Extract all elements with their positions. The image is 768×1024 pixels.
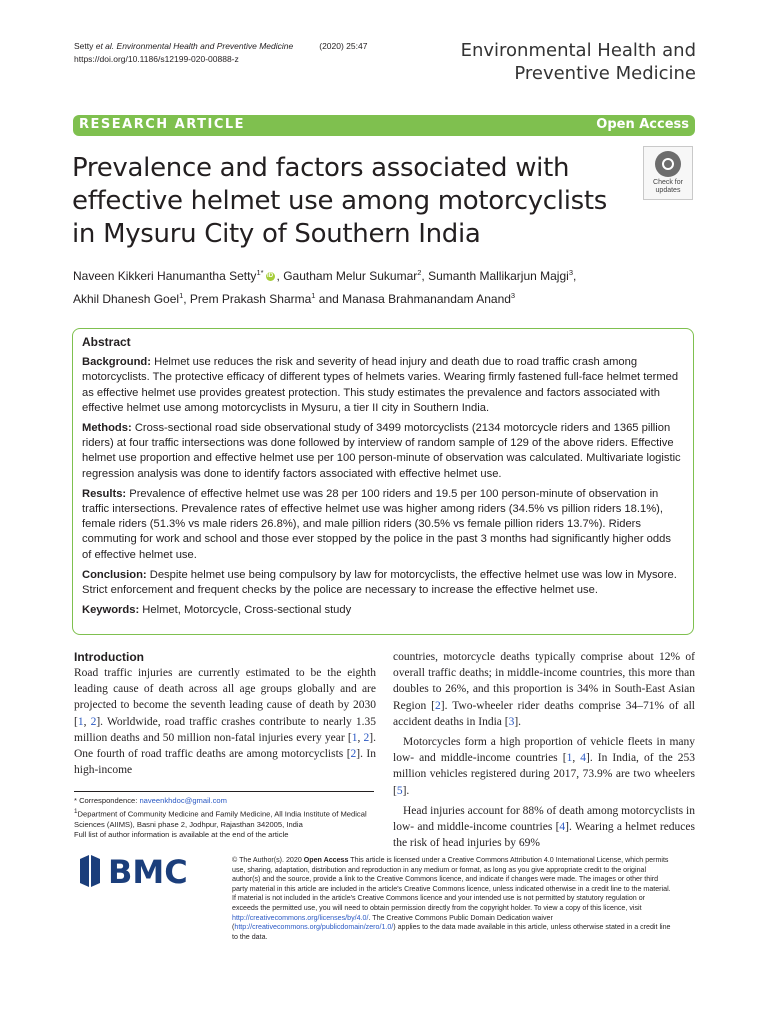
orcid-icon[interactable]: iD [267, 273, 274, 280]
abstract-keywords [82, 603, 683, 618]
bmc-logo-mark [80, 855, 100, 887]
article-type-label: RESEARCH ARTICLE [79, 117, 246, 132]
abstract-results-text: Prevalence of effective helmet use was 28 per 100 riders and 19.5 per 100 person-minute of observation in traffic intersections. Prevalence rates of effective helmet use was higher among riders (34.5% vs pillion riders 18.1%), female riders (51.3% vs male riders 26.8%), and male pillion riders (30.5% vs female pillion riders 13.7%). Riders commuting for work and school and those ever stopped by the police in the past 3 months had significantly higher odds of effective helmet use. [82, 487, 671, 561]
abstract-keywords-text: Helmet, Motorcycle, Cross-sectional study [139, 604, 352, 617]
author-affiliation-sup: 1* [256, 268, 264, 277]
citation-link[interactable]: 2 [350, 748, 357, 761]
article-type-banner [73, 115, 695, 136]
abstract-keywords-label: Keywords: [82, 604, 140, 617]
journal-title-line2: Preventive Medicine [514, 63, 696, 84]
affiliation [74, 807, 374, 831]
affiliation-sup: 1 [74, 807, 78, 815]
bmc-logo-text: BMC [108, 855, 188, 887]
journal-title-line1: Environmental Health and [460, 40, 696, 61]
journal-title [376, 39, 696, 85]
correspondence [74, 796, 374, 807]
citation-link[interactable]: 2 [363, 731, 370, 744]
abstract-methods [82, 421, 683, 482]
article-title: Prevalence and factors associated with effective helmet use among motorcyclists in Mysuru City of Southern India [72, 153, 608, 249]
text-run: , [83, 715, 91, 728]
citation-link[interactable]: 4 [580, 752, 587, 765]
intro-paragraph [74, 665, 376, 778]
citation-link[interactable]: 2 [435, 699, 441, 712]
author-info-note: Full list of author information is available at the end of the article [74, 830, 289, 840]
text-run: , [357, 731, 364, 744]
text-run: ]. Wearing a helmet reduces the risk of head injuries by 69% [393, 821, 695, 850]
bmc-logo [80, 855, 214, 887]
text-run: countries, motorcycle deaths typically comprise about 12% of overall traffic deaths; in middle-income countries, this more than doubles to 26%, and this proportion is 34% in South-East Asian Region [ [393, 651, 695, 712]
citation-header [74, 40, 367, 66]
license-body: ) applies to the data made available in this article, unless otherwise stated in a credit line to the data. [232, 923, 671, 941]
update-icon [655, 151, 681, 177]
author-affiliation-sup: 3 [510, 291, 516, 300]
author-affiliation-sup: 3 [568, 268, 573, 277]
body-column-left [74, 649, 376, 782]
doi-link[interactable]: https://doi.org/10.1186/s12199-020-00888-z [74, 54, 239, 64]
author-name[interactable]: Akhil Dhanesh Goel [73, 292, 180, 306]
text-run: ]. In high-income [74, 748, 376, 777]
abstract-results [82, 487, 683, 563]
text-run: ]. [514, 715, 522, 728]
public-domain-link[interactable]: http://creativecommons.org/publicdomain/zero/1.0/ [234, 923, 394, 932]
author-name[interactable]: Naveen Kikkeri Hanumantha Setty [73, 269, 257, 283]
citation-year: (2020) 25:47 [319, 41, 368, 51]
affiliation-text: Department of Community Medicine and Family Medicine, All India Institute of Medical Sciences (AIIMS), Basni phase 2, Jodhpur, Rajasthan 342005, India [74, 809, 367, 829]
intro-paragraph [393, 803, 695, 852]
text-run: ]. Two-wheeler rider deaths comprise 34–71% of all accident deaths in India [ [393, 699, 695, 728]
text-run: Road traffic injuries are currently estimated to be the eighth leading cause of death across all age groups globally and are projected to become the seventh leading cause of death by 2030 [ [74, 667, 376, 728]
license-text [232, 856, 672, 942]
abstract-conclusion-text: Despite helmet use being compulsory by law for motorcyclists, the effective helmet use was low in Mysore. Strict enforcement and frequent checks by the police are necessary to increase the effective helmet use. [82, 568, 677, 597]
author-name[interactable]: and Manasa Brahmanandam Anand [315, 292, 511, 306]
text-run: ]. Worldwide, road traffic crashes contribute to nearly 1.35 million deaths and 50 million non-fatal injuries every year [ [74, 715, 376, 744]
citation-journal: et al. Environmental Health and Preventive Medicine [95, 41, 294, 51]
citation-link[interactable]: 1 [351, 731, 358, 744]
check-for-updates-label [644, 179, 692, 195]
copyright-notice: © The Author(s). 2020 [232, 856, 304, 864]
license-link[interactable]: http://creativecommons.org/licenses/by/4.0/ [232, 913, 369, 922]
correspondence-email[interactable]: naveenkhdoc@gmail.com [139, 796, 227, 805]
abstract-background [82, 355, 683, 416]
abstract-conclusion-label: Conclusion: [82, 568, 147, 581]
text-run: ]. In India, of the 253 million vehicles registered during 2017, 73.9% are two wheelers [ [393, 752, 696, 797]
citation-link[interactable]: 2 [90, 715, 97, 728]
author-list: Naveen Kikkeri Hanumantha Setty$^{1*}$ iD , Gautham Melur Sukumar$^2$, Sumanth Mallikarjun Majgi$^3$, Akhil Dhanesh Goel$^1$, Prem Prakash Sharma$^1$ and Manasa Brahmanandam Anand$^3$ [73, 268, 577, 306]
check-for-updates-badge[interactable] [643, 146, 693, 200]
citation-link[interactable]: 4 [559, 821, 566, 834]
section-heading-introduction: Introduction [74, 650, 144, 664]
text-run: ]. [402, 784, 410, 797]
intro-paragraph [393, 734, 695, 799]
citation-link[interactable]: 5 [396, 784, 403, 797]
citation-link[interactable]: 1 [77, 715, 84, 728]
text-run: , [572, 752, 581, 765]
abstract-background-text: Helmet use reduces the risk and severity of head injury and death due to road traffic crash among motorcyclists. The protective efficacy of different types of helmets varies. Wearing firmly fastened full-face helmet termed as effective helmet use provides greatest protection. This study estimates the prevalence and factors associated with effective helmet use among motorcyclists in Mysuru, a tier II city in Southern India. [82, 356, 679, 414]
open-access-bold: Open Access [303, 856, 349, 864]
abstract-box [72, 328, 694, 635]
author-name[interactable]: , Prem Prakash Sharma [183, 292, 312, 306]
author-affiliation-sup: 1 [179, 291, 184, 300]
abstract-background-label: Background: [82, 356, 151, 369]
citation-link[interactable]: 1 [566, 752, 573, 765]
license-body: This article is licensed under a Creative Commons Attribution 4.0 International License, which permits use, sharing, adaptation, distribution and reproduction in any medium or format, as long as you give appropriate credit to the original author(s) and the source, provide a link to the Creative Commons licence, and indicate if changes were made. The images or other third party material in this article are included in the article's Creative Commons licence, unless indicated otherwise in a credit line to the material. If material is not included in the article's Creative Commons licence and your intended use is not permitted by statutory regulation or exceeds the permitted use, you will need to obtain permission directly from the copyright holder. To view a copy of this licence, visit [232, 856, 671, 912]
open-access-label: Open Access [596, 117, 689, 132]
author-affiliation-sup: 2 [417, 268, 422, 277]
text-run: Head injuries account for 88% of death among motorcyclists in low- and middle-income countries [ [393, 804, 695, 834]
license-body: . The Creative Commons Public Domain Dedication waiver ( [232, 913, 553, 932]
citation-link[interactable]: 3 [508, 715, 515, 728]
abstract-methods-text: Cross-sectional road side observational study of 3499 motorcyclists (2134 motorcycle riders and 1365 pillion riders) at four traffic intersections was done followed by interview of random sample of 129 of the above riders. Effective helmet use proportion and effective helmet use per 100 person-minute of observation was calculated. Multivariate logistic regression analysis was done to identify factors associated with effective helmet use. [82, 422, 681, 480]
author-name[interactable]: , Sumanth Mallikarjun Majgi [421, 269, 569, 283]
citation-author: Setty [74, 41, 96, 51]
intro-paragraph [393, 649, 695, 730]
abstract-methods-label: Methods: [82, 422, 132, 435]
abstract-conclusion [82, 568, 683, 598]
text-run: Motorcycles form a high proportion of vehicle fleets in many low- and middle-income countries [ [393, 736, 695, 765]
correspondence-label: * Correspondence: [74, 796, 140, 805]
check-for-updates-line2: updates [655, 187, 681, 194]
footnote [74, 791, 374, 841]
author-name[interactable]: , Gautham Melur Sukumar [276, 269, 418, 283]
citation-line [74, 40, 367, 53]
abstract-results-label: Results: [82, 487, 127, 500]
check-for-updates-line1: Check for [653, 179, 683, 186]
author-affiliation-sup: 1 [311, 291, 316, 300]
abstract-heading: Abstract [82, 335, 131, 349]
body-column-right [393, 649, 695, 855]
text-run: ]. One fourth of road traffic deaths are among motorcyclists [ [74, 731, 377, 761]
